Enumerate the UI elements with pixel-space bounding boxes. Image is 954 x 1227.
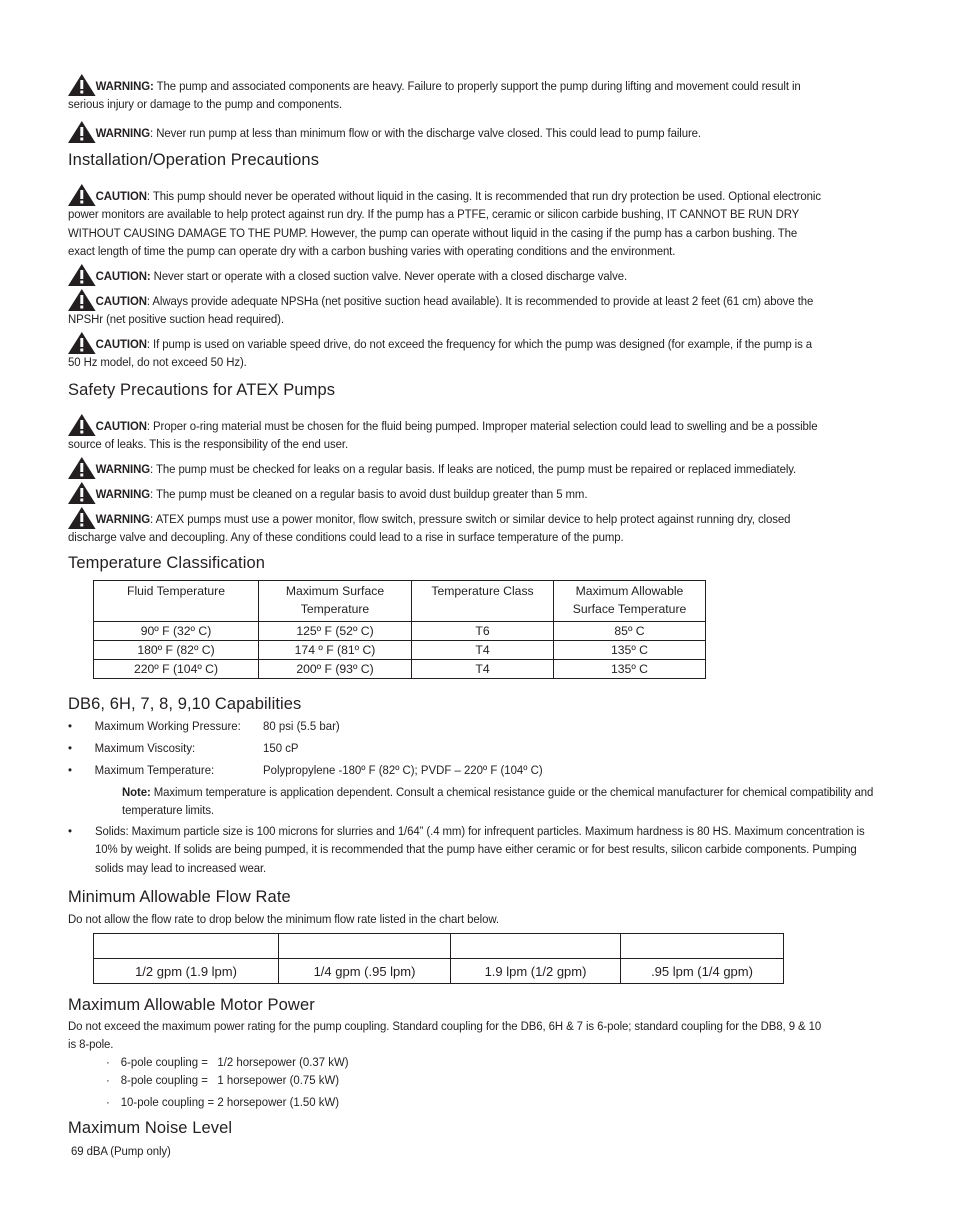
- solids-text: Solids: Maximum particle size is 100 microns for slurries and 1/64” (.4 mm) for infrequent particles. Maximum hardness is 80 HS. Maximum concentration is 10% by weight. If solids are being pumped, it is recommended that the pump have either ceramic or for best results, silicon carbide components. Pumping solids may lead to increased wear.: [95, 824, 865, 875]
- caution-oring: CAUTION: Proper o-ring material must be chosen for the fluid being pumped. Improper material selection could lead to swelling and be a possible source of leaks. This is the responsibility of the end user.: [68, 414, 822, 454]
- table-cell: 125º F (52º C): [259, 622, 412, 641]
- caution-suction-valve: CAUTION: Never start or operate with a closed suction valve. Never operate with a closed discharge valve.: [68, 264, 822, 285]
- table-cell: 220º F (104º C): [94, 660, 259, 679]
- table-header-cell: Maximum Surface Temperature: [259, 581, 412, 622]
- noise-heading: Maximum Noise Level: [68, 1119, 233, 1137]
- table-header-row: [94, 581, 706, 622]
- warning-triangle-icon: [68, 332, 94, 350]
- warning-atex-monitor: WARNING: ATEX pumps must use a power monitor, flow switch, pressure switch or similar device to help protect against running dry, closed discharge valve and decoupling. Any of these conditions could lead to a rise in surface temperature of the pump.: [68, 507, 822, 547]
- table-cell: .95 lpm (1/4 gpm): [621, 959, 784, 984]
- flow-heading: Minimum Allowable Flow Rate: [68, 888, 291, 906]
- table-cell: [451, 934, 621, 959]
- caution-run-dry: CAUTION: This pump should never be operated without liquid in the casing. It is recommended that run dry protection be used. Optional electronic power monitors are available to help protect against run dry. If the pump has a PTFE, ceramic or silicon carbide bushing, IT CANNOT BE RUN DRY WITHOUT CAUSING DAMAGE TO THE PUMP. However, the pump can operate without liquid in the casing if the pump has a carbon bushing. The exact length of time the pump can operate dry with a carbon bushing varies with operating conditions and the environment.: [68, 184, 822, 260]
- noise-text: 69 dBA (Pump only): [71, 1144, 171, 1158]
- table-header-cell: Fluid Temperature: [94, 581, 259, 622]
- table-header-cell: Temperature Class: [412, 581, 554, 622]
- warning-triangle-icon: [68, 184, 94, 202]
- table-row: [94, 660, 706, 679]
- table-cell: [279, 934, 451, 959]
- bullet: •: [68, 824, 72, 838]
- table-row: [94, 934, 784, 959]
- table-header-cell: Maximum Allowable Surface Temperature: [554, 581, 706, 622]
- table-cell: 85º C: [554, 622, 706, 641]
- warning-triangle-icon: [68, 507, 94, 525]
- table-cell: 174 º F (81º C): [259, 641, 412, 660]
- table-row: [94, 959, 784, 984]
- warning-leaks: WARNING: The pump must be checked for leaks on a regular basis. If leaks are noticed, the pump must be repaired or replaced immediately.: [68, 457, 822, 478]
- caution-vsd: CAUTION: If pump is used on variable speed drive, do not exceed the frequency for which the pump was designed (for example, if the pump is a 50 Hz model, do not exceed 50 Hz).: [68, 332, 822, 372]
- motor-intro: Do not exceed the maximum power rating for the pump coupling. Standard coupling for the DB6, 6H & 7 is 6-pole; standard coupling for the DB8, 9 & 10 is 8-pole.: [68, 1019, 822, 1052]
- flow-intro: Do not allow the flow rate to drop below the minimum flow rate listed in the chart below.: [68, 912, 499, 926]
- table-cell: T4: [412, 660, 554, 679]
- table-cell: 180º F (82º C): [94, 641, 259, 660]
- flow-table: [93, 933, 784, 984]
- warning-triangle-icon: [68, 121, 94, 139]
- warning-triangle-icon: [68, 457, 94, 475]
- table-row: [94, 622, 706, 641]
- table-cell: [94, 934, 279, 959]
- warning-triangle-icon: [68, 74, 94, 92]
- warning-triangle-icon: [68, 289, 94, 307]
- warning-heavy: WARNING: The pump and associated components are heavy. Failure to properly support the pump during lifting and movement could result in serious injury or damage to the pump and components.: [68, 74, 822, 114]
- table-cell: 1.9 lpm (1/2 gpm): [451, 959, 621, 984]
- warning-triangle-icon: [68, 482, 94, 500]
- bullet: •: [68, 763, 72, 777]
- temperature-table: [93, 580, 706, 679]
- bullet: ·: [106, 1055, 110, 1069]
- table-cell: 200º F (93º C): [259, 660, 412, 679]
- bullet: •: [68, 719, 72, 733]
- atex-heading: Safety Precautions for ATEX Pumps: [68, 381, 336, 399]
- table-cell: 135º C: [554, 660, 706, 679]
- table-cell: 90º F (32º C): [94, 622, 259, 641]
- warning-dust: WARNING: The pump must be cleaned on a regular basis to avoid dust buildup greater than 5 mm.: [68, 482, 822, 503]
- bullet: ·: [106, 1073, 110, 1087]
- warning-triangle-icon: [68, 414, 94, 432]
- table-cell: 1/2 gpm (1.9 lpm): [94, 959, 279, 984]
- table-cell: 1/4 gpm (.95 lpm): [279, 959, 451, 984]
- table-cell: T6: [412, 622, 554, 641]
- table-cell: [621, 934, 784, 959]
- caution-npsh: CAUTION: Always provide adequate NPSHa (net positive suction head available). It is recommended to provide at least 2 feet (61 cm) above the NPSHr (net positive suction head required).: [68, 289, 822, 329]
- warning-triangle-icon: [68, 264, 94, 282]
- installation-heading: Installation/Operation Precautions: [68, 151, 320, 169]
- table-cell: T4: [412, 641, 554, 660]
- table-cell: 135º C: [554, 641, 706, 660]
- motor-heading: Maximum Allowable Motor Power: [68, 996, 315, 1014]
- note: Note: Maximum temperature is application dependent. Consult a chemical resistance guide or the chemical manufacturer for chemical compatibility and temperature limits.: [122, 785, 874, 818]
- warning-min-flow: WARNING: Never run pump at less than minimum flow or with the discharge valve closed. This could lead to pump failure.: [68, 121, 822, 142]
- table-row: [94, 641, 706, 660]
- bullet: ·: [106, 1095, 110, 1109]
- capabilities-heading: DB6, 6H, 7, 8, 9,10 Capabilities: [68, 695, 302, 713]
- bullet: •: [68, 741, 72, 755]
- temperature-heading: Temperature Classification: [68, 554, 266, 572]
